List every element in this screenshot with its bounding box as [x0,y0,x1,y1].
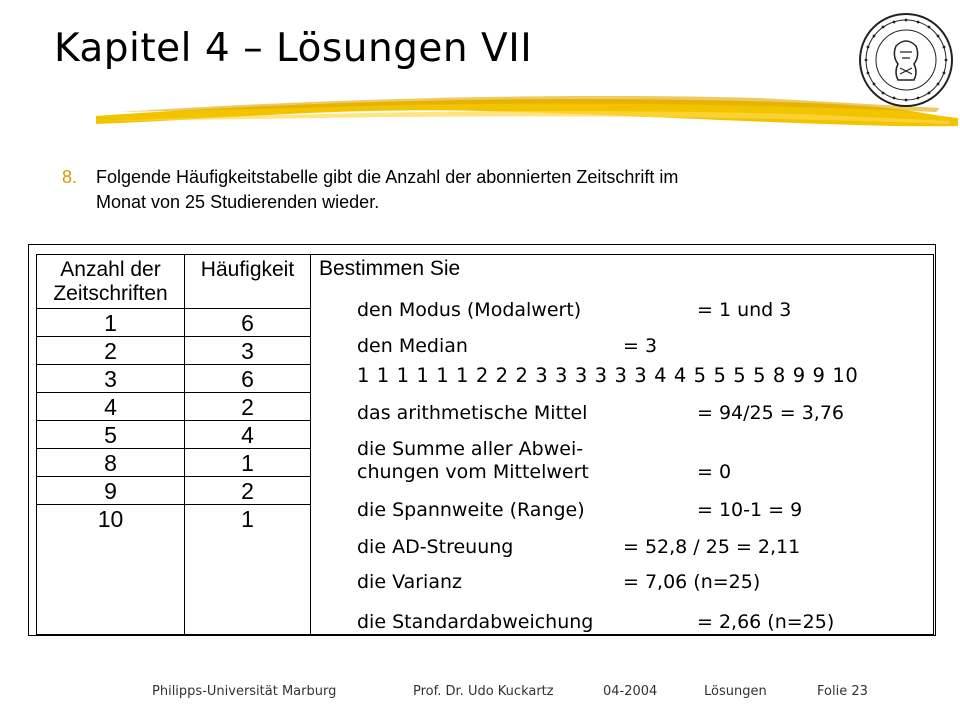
answer-summe-label-line-1: die Summe aller Abwei- [357,438,584,460]
footer-slide-number: Folie 23 [817,684,868,699]
cell-anzahl: 1 [104,310,117,336]
cell-anzahl: 2 [104,338,117,364]
cell-haeufigkeit: 6 [241,310,254,336]
cell-anzahl: 5 [104,422,117,448]
answer-summe-label-line-2: chungen vom Mittelwert [357,461,589,483]
answer-spannweite-value: = 10-1 = 9 [697,499,803,521]
task-number: 8. [62,167,78,187]
answer-median-label: den Median [357,335,468,357]
answer-varianz-label: die Varianz [357,571,462,593]
answer-spannweite-label: die Spannweite (Range) [357,499,585,521]
title-underline-brush [0,0,960,140]
task-text-line-1: Folgende Häufigkeitstabelle gibt die Anzahl der abonnierten Zeitschrift im [96,167,679,187]
task-text-line-2: Monat von 25 Studierenden wieder. [96,192,380,212]
answer-varianz-value: = 7,06 (n=25) [623,571,761,593]
cell-anzahl: 4 [104,394,117,420]
cell-haeufigkeit: 4 [241,422,254,448]
answer-summe-value: = 0 [697,461,732,483]
cell-haeufigkeit: 1 [241,450,254,476]
cell-anzahl: 10 [97,506,124,532]
answer-std-value: = 2,66 (n=25) [697,611,835,633]
footer-author: Prof. Dr. Udo Kuckartz [413,684,554,699]
answer-std-label: die Standardabweichung [357,611,594,633]
header-anzahl: Anzahl der Zeitschriften [53,258,168,305]
cell-anzahl: 3 [104,366,117,392]
answer-ad-label: die AD-Streuung [357,536,514,558]
footer-university: Philipps-Universität Marburg [152,684,337,699]
answer-modus-label: den Modus (Modalwert) [357,299,582,321]
cell-anzahl: 9 [104,478,117,504]
footer-section: Lösungen [704,684,767,699]
cell-haeufigkeit: 1 [241,506,254,532]
slide-title: Kapitel 4 – Lösungen VII [54,26,533,71]
university-seal-logo [858,12,954,108]
answer-modus-value: = 1 und 3 [697,299,792,321]
answer-sorted-sequence: 1 1 1 1 1 1 2 2 2 3 3 3 3 3 3 4 4 5 5 5 5 8 9 9 10 [357,364,859,387]
cell-anzahl: 8 [104,450,117,476]
cell-haeufigkeit: 3 [241,338,254,364]
cell-haeufigkeit: 2 [241,478,254,504]
answer-median-value: = 3 [623,335,658,357]
answer-mittel-value: = 94/25 = 3,76 [697,402,845,424]
cell-haeufigkeit: 6 [241,366,254,392]
answer-ad-value: = 52,8 / 25 = 2,11 [623,536,801,558]
answer-mittel-label: das arithmetische Mittel [357,402,588,424]
cell-haeufigkeit: 2 [241,394,254,420]
header-bestimmen: Bestimmen Sie [319,257,461,280]
header-haeufigkeit: Häufigkeit [200,258,295,281]
footer-date: 04-2004 [603,684,658,699]
